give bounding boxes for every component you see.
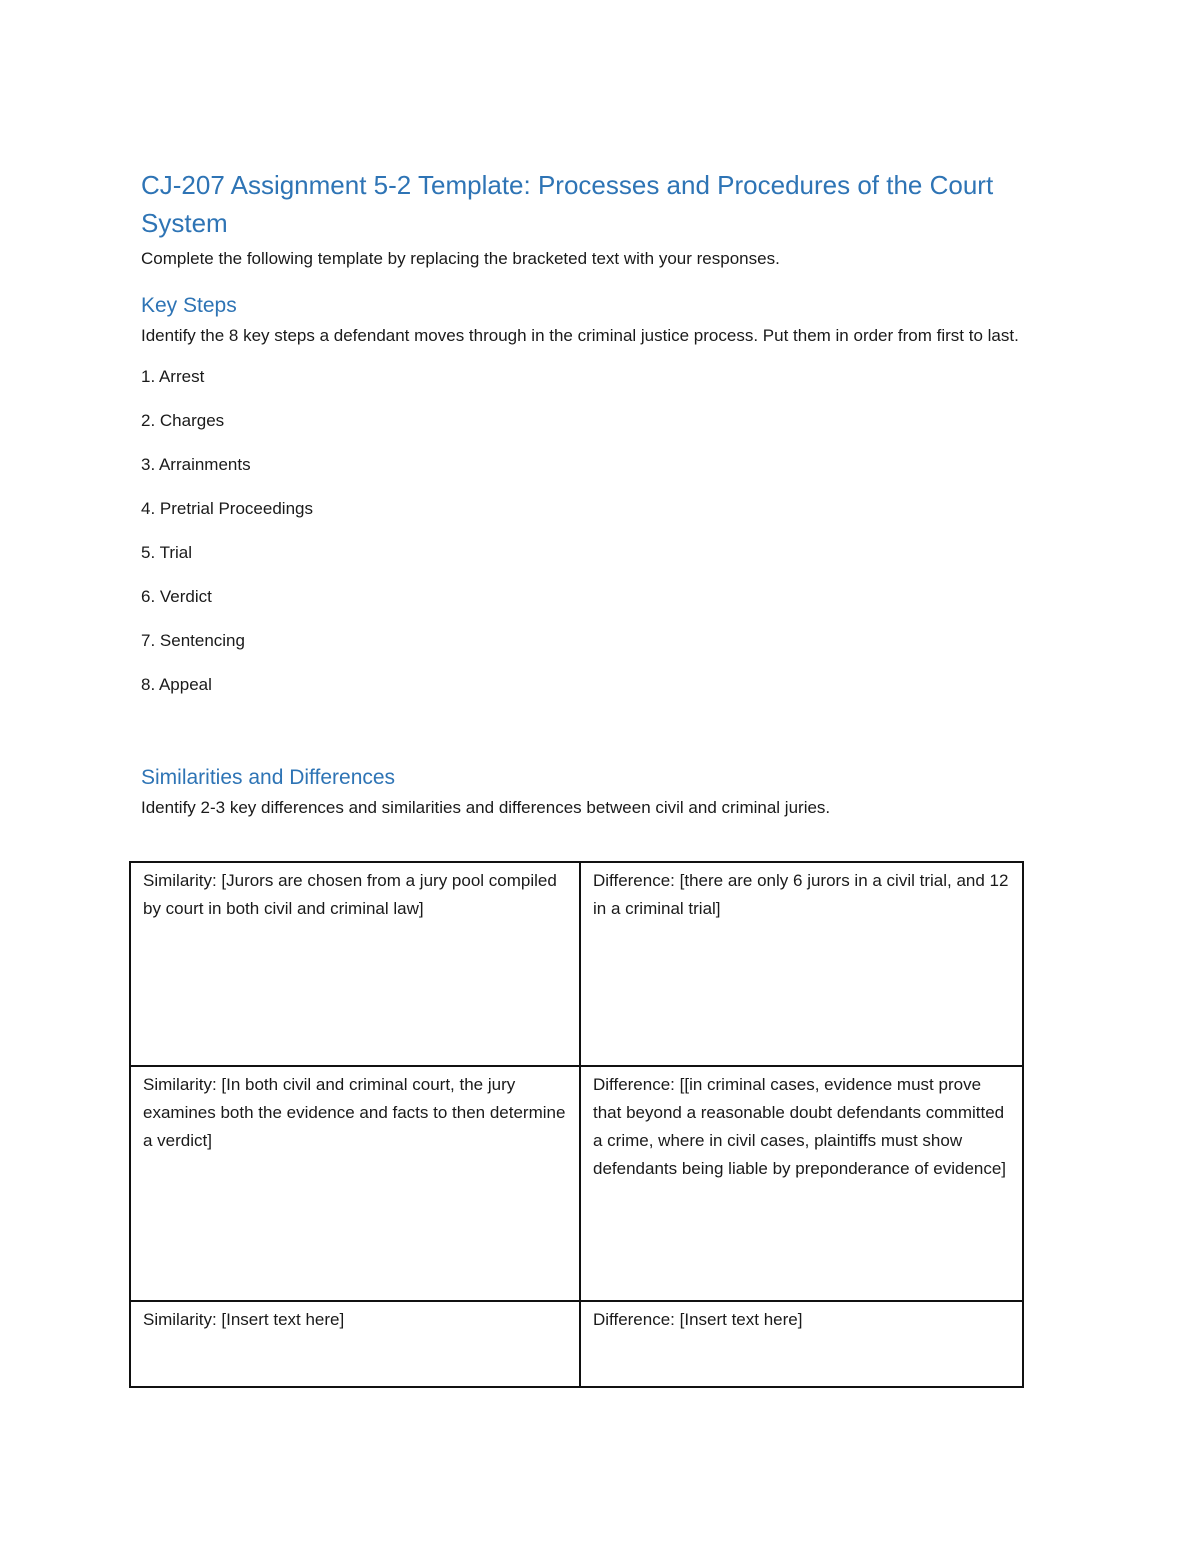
list-item: 8. Appeal <box>141 675 212 694</box>
similarities-differences-table <box>129 861 1024 1388</box>
list-item: 1. Arrest <box>141 367 205 386</box>
similarity-cell[interactable]: Similarity: [Jurors are chosen from a jury pool compiled by court in both civil and criminal law] <box>130 862 580 1066</box>
document-page <box>141 166 1031 822</box>
similarities-differences-heading: Similarities and Differences <box>141 766 396 789</box>
key-steps-list <box>141 364 1031 716</box>
key-steps-heading: Key Steps <box>141 294 237 317</box>
table-row <box>130 1066 1023 1301</box>
similarity-cell[interactable]: Similarity: [In both civil and criminal court, the jury examines both the evidence and facts to then determine a verdict] <box>130 1066 580 1301</box>
list-item: 2. Charges <box>141 411 225 430</box>
table-row <box>130 862 1023 1066</box>
key-steps-prompt: Identify the 8 key steps a defendant moves through in the criminal justice process. Put them in order from first to last. <box>141 326 1019 345</box>
similarities-differences-prompt: Identify 2-3 key differences and similarities and differences between civil and criminal juries. <box>141 798 831 817</box>
list-item: 3. Arrainments <box>141 455 251 474</box>
difference-cell[interactable]: Difference: [[in criminal cases, evidence must prove that beyond a reasonable doubt defendants committed a crime, where in civil cases, plaintiffs must show defendants being liable by preponderance of evidence] <box>580 1066 1023 1301</box>
list-item: 5. Trial <box>141 543 193 562</box>
similarity-cell[interactable]: Similarity: [Insert text here] <box>130 1301 580 1387</box>
list-item: 4. Pretrial Proceedings <box>141 499 313 518</box>
table-row <box>130 1301 1023 1387</box>
list-item: 7. Sentencing <box>141 631 245 650</box>
difference-cell[interactable]: Difference: [Insert text here] <box>580 1301 1023 1387</box>
difference-cell[interactable]: Difference: [there are only 6 jurors in a civil trial, and 12 in a criminal trial] <box>580 862 1023 1066</box>
list-item: 6. Verdict <box>141 587 212 606</box>
instructions-text: Complete the following template by replacing the bracketed text with your responses. <box>141 249 780 268</box>
document-title: CJ-207 Assignment 5-2 Template: Processes and Procedures of the Court System <box>141 170 994 238</box>
